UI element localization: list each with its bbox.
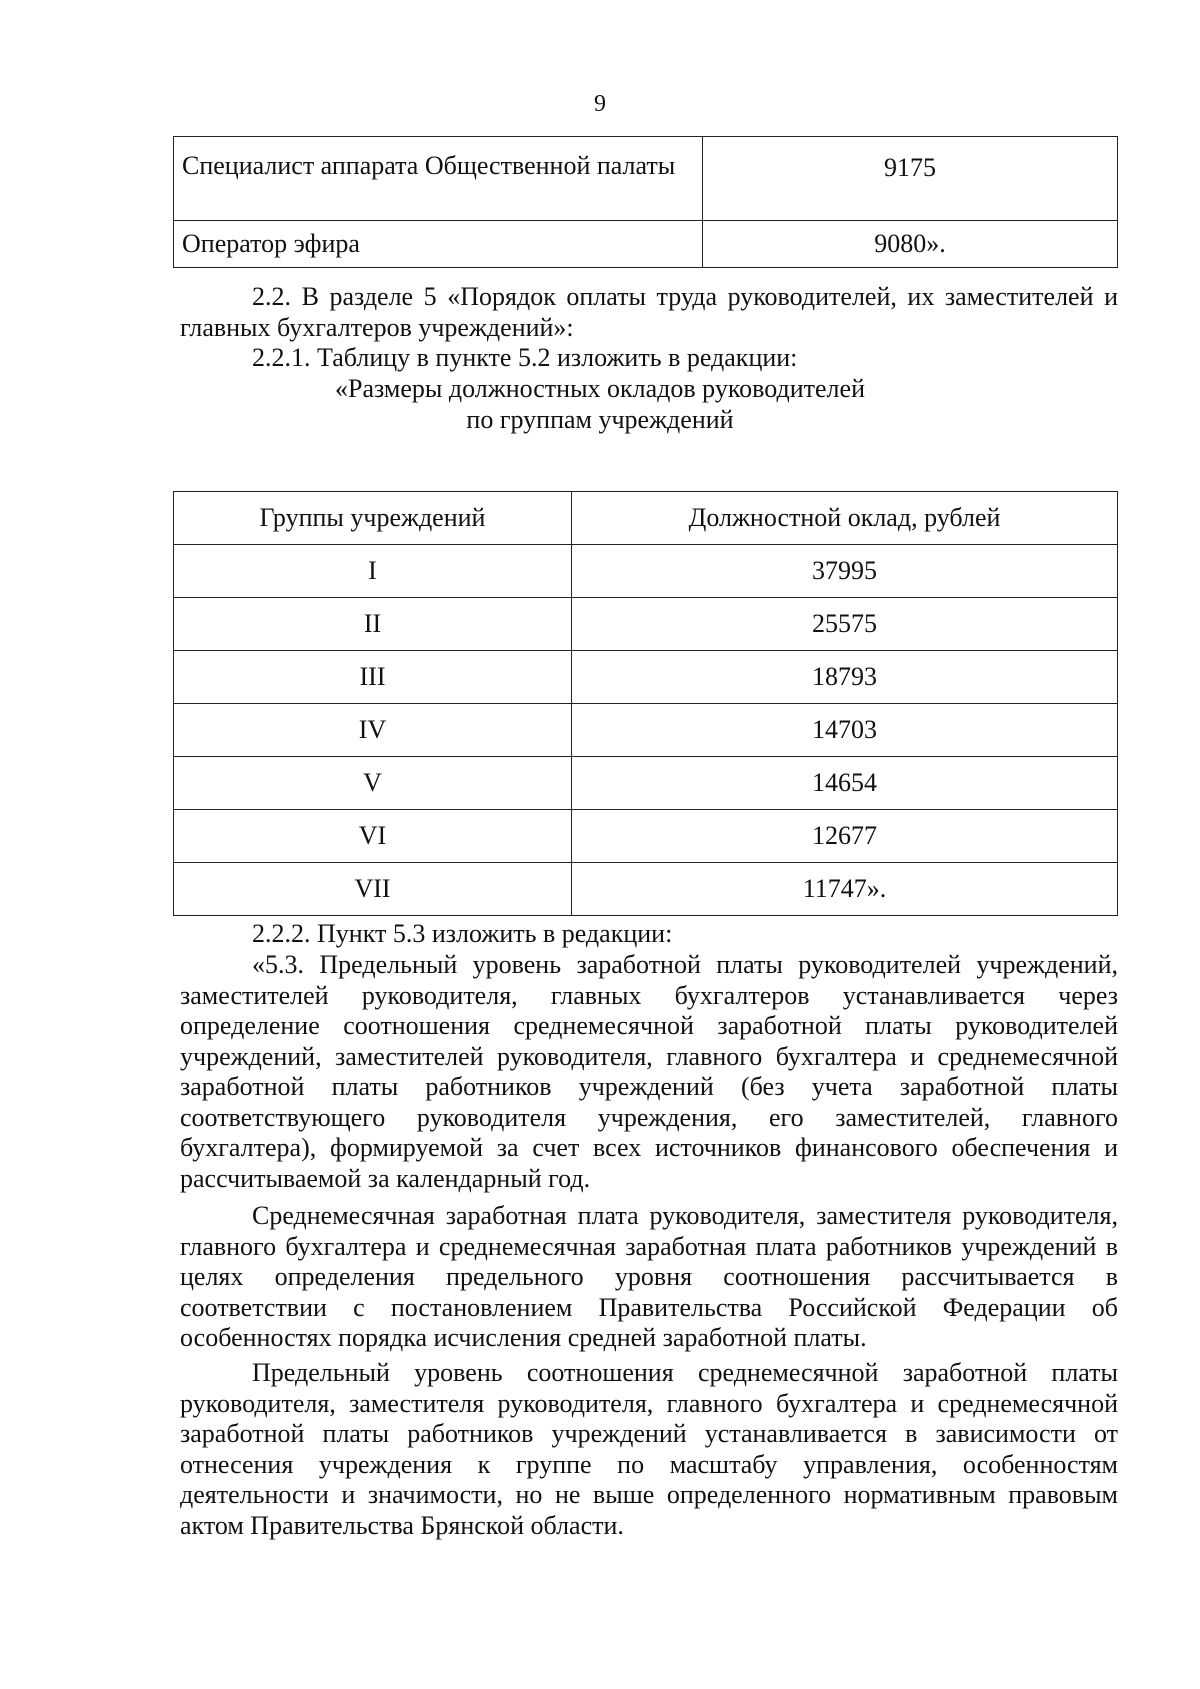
table-row	[174, 137, 1118, 221]
group-salary-table	[173, 491, 1118, 916]
salary-cell: 9080».	[703, 221, 1118, 268]
table-row	[174, 704, 1118, 757]
table-header-row	[174, 492, 1118, 545]
section-2-2-paragraph: 2.2. В разделе 5 «Порядок оплаты труда руководителей, их заместителей и главных бухгалтеров учреждений»:	[180, 282, 1118, 342]
salary-cell: 25575	[572, 598, 1118, 651]
group-cell: I	[174, 545, 572, 598]
group-cell: VII	[174, 863, 572, 916]
group-cell: II	[174, 598, 572, 651]
table-row	[174, 545, 1118, 598]
salary-cell: 18793	[572, 651, 1118, 704]
salary-cell: 14703	[572, 704, 1118, 757]
group-cell: III	[174, 651, 572, 704]
paragraph-limit-level: Предельный уровень соотношения среднемесячной заработной платы руководителя, заместителя руководителя, главного бухгалтера и среднемесячной заработной платы работников учреждений устанавливается в зависимости от отнесения учреждения к группе по масштабу управления, особенностям деятельности и значимости, но не выше определенного нормативным правовым актом Правительства Брянской области.	[180, 1358, 1118, 1540]
salary-cell: 14654	[572, 757, 1118, 810]
salary-cell: 11747».	[572, 863, 1118, 916]
position-salary-table	[173, 136, 1118, 268]
table-row	[174, 651, 1118, 704]
salary-cell: 37995	[572, 545, 1118, 598]
salary-cell: 9175	[703, 137, 1118, 221]
position-cell: Оператор эфира	[174, 221, 703, 268]
salary-cell: 12677	[572, 810, 1118, 863]
position-cell: Специалист аппарата Общественной палаты	[174, 137, 703, 221]
table-title-line-2: по группам учреждений	[466, 405, 734, 434]
column-header-salary: Должностной оклад, рублей	[572, 492, 1118, 545]
section-2-2-2-paragraph: 2.2.2. Пункт 5.3 изложить в редакции:	[252, 919, 673, 948]
group-cell: V	[174, 757, 572, 810]
table-row	[174, 863, 1118, 916]
section-2-2-1-paragraph: 2.2.1. Таблицу в пункте 5.2 изложить в редакции:	[252, 343, 798, 372]
table-row	[174, 810, 1118, 863]
table-title-line-1: «Размеры должностных окладов руководителей	[335, 374, 865, 403]
group-cell: IV	[174, 704, 572, 757]
page-number: 9	[594, 91, 606, 117]
paragraph-average-salary: Среднемесячная заработная плата руководителя, заместителя руководителя, главного бухгалтера и среднемесячная заработная плата работников учреждений в целях определения предельного уровня соотношения рассчитывается в соответствии с постановлением Правительства Российской Федерации об особенностях порядка исчисления средней заработной платы.	[180, 1201, 1118, 1352]
table-row	[174, 598, 1118, 651]
paragraph-5-3: «5.3. Предельный уровень заработной платы руководителей учреждений, заместителей руководителя, главных бухгалтеров устанавливается через определение соотношения среднемесячной заработной платы руководителей учреждений, заместителей руководителя, главного бухгалтера и среднемесячной заработной платы работников учреждений (без учета заработной платы соответствующего руководителя учреждения, его заместителей, главного бухгалтера), формируемой за счет всех источников финансового обеспечения и рассчитываемой за календарный год.	[180, 950, 1118, 1193]
group-cell: VI	[174, 810, 572, 863]
column-header-groups: Группы учреждений	[174, 492, 572, 545]
table-row	[174, 221, 1118, 268]
table-row	[174, 757, 1118, 810]
